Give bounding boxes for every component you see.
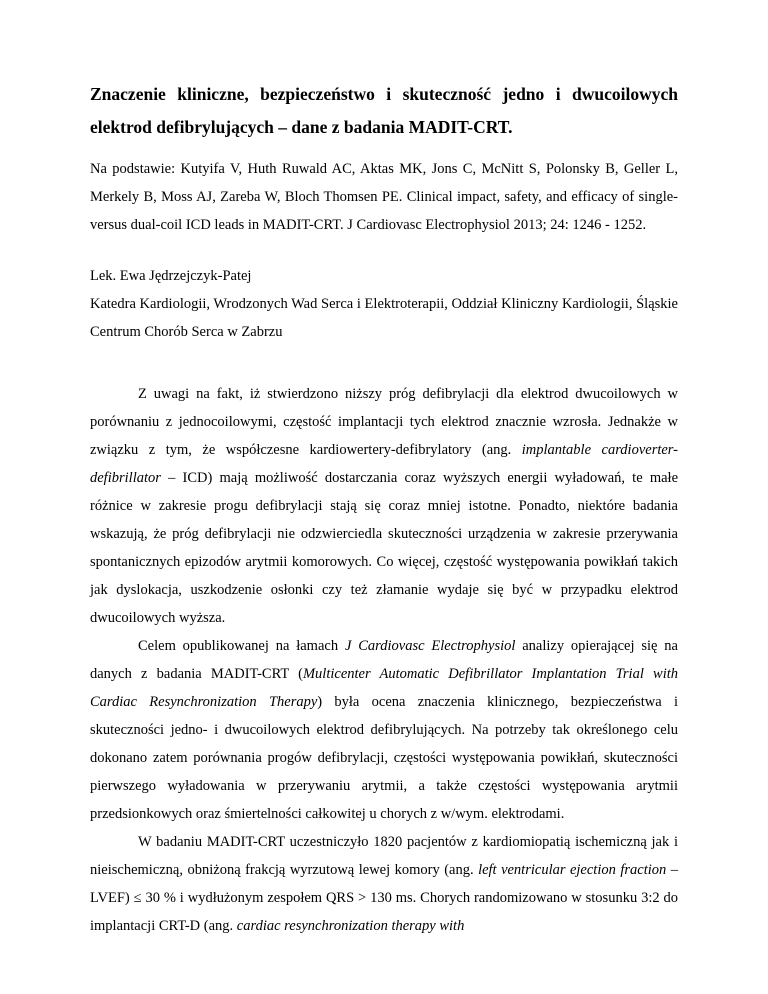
paragraph-3-term-lvef: left ventricular ejection fraction: [478, 862, 667, 878]
paragraph-3-term-crt: cardiac resynchronization therapy with: [236, 918, 465, 934]
author-block: [90, 262, 678, 346]
paragraph-1-text-c: – ICD) mają możliwość dostarczania coraz wyższych energii wyładowań, te małe różnice w zakresie progu defibrylacji stają się coraz mniej istotne. Ponadto, niektóre badania wskazują, że próg defibrylacji nie odzwierciedla skuteczności urządzenia w zakresie przerywania spontanicznych epizodów arytmii komorowych. Co więcej, częstość występowania powikłań takich jak dyslokacja, uszkodzenie osłonki czy też złamanie wydaje się być w przypadku elektrod dwucoilowych wyższa.: [90, 470, 678, 626]
paragraph-2-text-a: Celem opublikowanej na łamach: [138, 638, 345, 654]
paragraph-1: [90, 380, 678, 632]
source-citation: Na podstawie: Kutyifa V, Huth Ruwald AC, Aktas MK, Jons C, McNitt S, Polonsky B, Geller L, Merkely B, Moss AJ, Zareba W, Bloch Thomsen PE. Clinical impact, safety, and efficacy of single- versus dual-coil ICD leads in MADIT-CRT. J Cardiovasc Electrophysiol 2013; 24: 1246 - 1252.: [90, 161, 678, 233]
paragraph-2: [90, 632, 678, 828]
paragraph-3-text-c: – LVEF) ≤ 30 % i wydłużonym zespołem QRS > 130 ms. Chorych randomizowano w stosunku 3:2 do implantacji CRT-D (ang.: [90, 862, 678, 934]
author-name: Lek. Ewa Jędrzejczyk-Patej: [90, 268, 252, 284]
paragraph-2-trial-name: Multicenter Automatic Defibrillator Implantation Trial with Cardiac Resynchronization Therapy: [90, 666, 678, 710]
paragraph-3: [90, 828, 678, 940]
paragraph-2-text-c: analizy opierającej się na danych z badania MADIT-CRT (: [90, 638, 678, 682]
document-page: [90, 78, 678, 940]
paragraph-2-text-e: ) była ocena znaczenia klinicznego, bezpieczeństwa i skuteczności jedno- i dwucoilowych elektrod defibrylujących. Na potrzeby tak określonego celu dokonano zatem porównania progów defibrylacji, częstości występowania powikłań, skuteczności pierwszego wyładowania w przerywaniu arytmii, a także częstości występowania arytmii przedsionkowych oraz śmiertelności całkowitej u chorych z w/wym. elektrodami.: [90, 694, 678, 822]
author-affiliation: Katedra Kardiologii, Wrodzonych Wad Serca i Elektroterapii, Oddział Kliniczny Kardiologii, Śląskie Centrum Chorób Serca w Zabrzu: [90, 296, 678, 340]
paragraph-1-text-a: Z uwagi na fakt, iż stwierdzono niższy próg defibrylacji dla elektrod dwucoilowych w porównaniu z jednocoilowymi, częstość implantacji tych elektrod znacznie wzrosła. Jednakże w związku z tym, że współczesne kardiowertery-defibrylatory (ang.: [90, 386, 678, 458]
paragraph-3-text-a: W badaniu MADIT-CRT uczestniczyło 1820 pacjentów z kardiomiopatią ischemiczną jak i nieischemiczną, obniżoną frakcją wyrzutową lewej komory (ang.: [90, 834, 678, 878]
paragraph-2-journal-name: J Cardiovasc Electrophysiol: [344, 638, 516, 654]
article-body: [90, 380, 678, 940]
paragraph-1-term-icd: implantable cardioverter-defibrillator: [90, 442, 678, 486]
document-title: Znaczenie kliniczne, bezpieczeństwo i skuteczność jedno i dwucoilowych elektrod defibrylujących – dane z badania MADIT-CRT.: [90, 84, 678, 137]
